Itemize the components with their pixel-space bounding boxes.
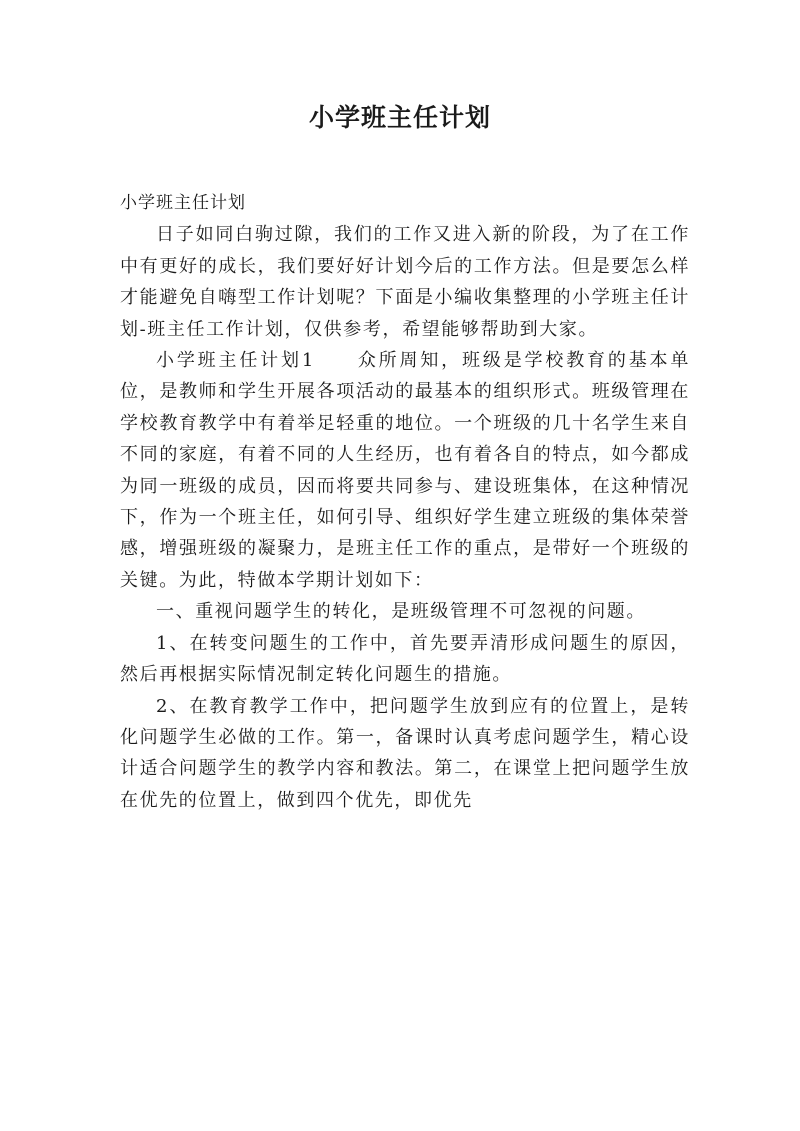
plan-1-paragraph: 小学班主任计划1 众所周知，班级是学校教育的基本单位，是教师和学生开展各项活动的最基本的组织形式。班级管理在学校教育教学中有着举足轻重的地位。一个班级的几十名学生来自不同的家庭，有着不同的人生经历，也有着各自的特点，如今都成为同一班级的成员，因而将要共同参与、建设班集体，在这种情况下，作为一个班主任，如何引导、组织好学生建立班级的集体荣誉感，增强班级的凝聚力，是班主任工作的重点，是带好一个班级的关键。为此，特做本学期计划如下： — [120, 350, 690, 591]
point-1-heading: 一、重视问题学生的转化，是班级管理不可忽视的问题。 — [156, 601, 646, 623]
point-1-1-paragraph: 1、在转变问题生的工作中，首先要弄清形成问题生的原因，然后再根据实际情况制定转化问题生的措施。 — [120, 632, 690, 686]
section-heading: 小学班主任计划 — [120, 193, 246, 213]
document-body — [120, 188, 690, 816]
intro-paragraph: 日子如同白驹过隙，我们的工作又进入新的阶段，为了在工作中有更好的成长，我们要好好计划今后的工作方法。但是要怎么样才能避免自嗨型工作计划呢？下面是小编收集整理的小学班主任计划-班主任工作计划，仅供参考，希望能够帮助到大家。 — [120, 224, 690, 340]
document-title: 小学班主任计划 — [308, 103, 491, 132]
point-1-2-paragraph: 2、在教育教学工作中，把问题学生放到应有的位置上，是转化问题学生必做的工作。第一，备课时认真考虑问题学生，精心设计适合问题学生的教学内容和教法。第二，在课堂上把问题学生放在优先的位置上，做到四个优先，即优先 — [120, 695, 690, 811]
